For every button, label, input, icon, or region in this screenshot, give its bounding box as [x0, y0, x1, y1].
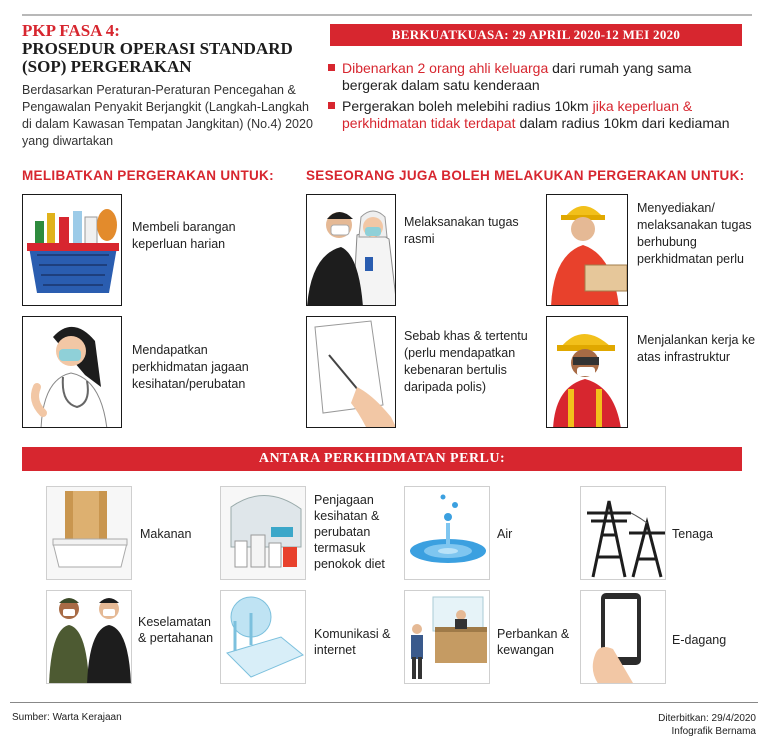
food-icon — [46, 486, 132, 580]
service-label-healthcare: Penjagaan kesihatan & perubatan termasuk penokok diet — [314, 493, 385, 571]
service-label-banking: Perbankan & kewangan — [497, 627, 570, 657]
title-line-3: (SOP) PERGERAKAN — [22, 57, 192, 76]
top-rule — [22, 14, 752, 16]
publication-info — [658, 712, 756, 738]
security-personnel-icon — [46, 590, 132, 684]
bank-counter-icon — [404, 590, 490, 684]
item-label-infrastructure: Menjalankan kerja ke atas infrastruktur — [637, 333, 756, 364]
nurse-icon — [22, 316, 122, 428]
rule2-highlight: jika keperluan & perkhidmatan tidak terdapat — [342, 98, 693, 131]
healthcare-supplies-icon — [220, 486, 306, 580]
rule1-text: dari rumah yang sama bergerak dalam satu kenderaan — [342, 60, 692, 93]
item-label-essential-services: Menyediakan/ melaksanakan tugas berhubung perkhidmatan perlu — [637, 201, 752, 266]
bottom-rule — [10, 702, 758, 703]
item-label-healthcare: Mendapatkan perkhidmatan jagaan kesihatan/perubatan — [132, 343, 249, 391]
service-label-security: Keselamatan & pertahanan — [138, 615, 214, 645]
involving-heading: MELIBATKAN PERGERAKAN UNTUK: — [22, 168, 274, 183]
published-date: Diterbitkan: 29/4/2020 — [658, 713, 756, 724]
also-heading: SESEORANG JUGA BOLEH MELAKUKAN PERGERAKAN UNTUK: — [306, 168, 745, 183]
effective-dates-banner: BERKUATKUASA: 29 APRIL 2020-12 MEI 2020 — [330, 24, 742, 46]
router-icon — [220, 590, 306, 684]
service-label-water: Air — [497, 527, 513, 541]
credit: Infografik Bernama — [671, 726, 756, 737]
rule-radius — [342, 98, 742, 132]
intro-text: Berdasarkan Peraturan-Peraturan Pencegahan & Pengawalan Penyakit Berjangkit (Langkah-Langkah di dalam Kawasan Tempatan Jangkitan) (No.4) 2020 yang diwartakan — [22, 83, 313, 148]
item-label-special-reasons: Sebab khas & tertentu (perlu mendapatkan kebenaran bertulis daripada polis) — [404, 329, 528, 394]
service-label-food: Makanan — [140, 527, 192, 541]
title-line-1: PKP FASA 4: — [22, 21, 120, 40]
bullet-icon — [328, 64, 335, 71]
title-line-2: PROSEDUR OPERASI STANDARD — [22, 39, 293, 58]
rule1-highlight: Dibenarkan 2 orang ahli keluarga — [342, 60, 549, 76]
water-icon — [404, 486, 490, 580]
essential-services-banner: ANTARA PERKHIDMATAN PERLU: — [22, 447, 742, 471]
rule2-lead: Pergerakan boleh melebihi radius 10km — [342, 98, 593, 114]
rule2-text: dalam radius 10km dari kediaman — [515, 115, 730, 131]
page-title — [22, 22, 322, 76]
service-label-energy: Tenaga — [672, 527, 714, 541]
delivery-worker-icon — [546, 194, 628, 306]
service-label-ecommerce: E-dagang — [672, 633, 727, 647]
item-label-groceries: Membeli barangan keperluan harian — [132, 220, 236, 251]
power-pylon-icon — [580, 486, 666, 580]
item-label-official-duty: Melaksanakan tugas rasmi — [404, 215, 519, 246]
rule-family-vehicle — [342, 60, 742, 94]
bullet-icon — [328, 102, 335, 109]
groceries-basket-icon — [22, 194, 122, 306]
service-label-communication: Komunikasi & internet — [314, 627, 391, 657]
smartphone-icon — [580, 590, 666, 684]
source-note: Sumber: Warta Kerajaan — [12, 712, 122, 723]
construction-worker-icon — [546, 316, 628, 428]
writing-hand-icon — [306, 316, 396, 428]
officials-icon — [306, 194, 396, 306]
